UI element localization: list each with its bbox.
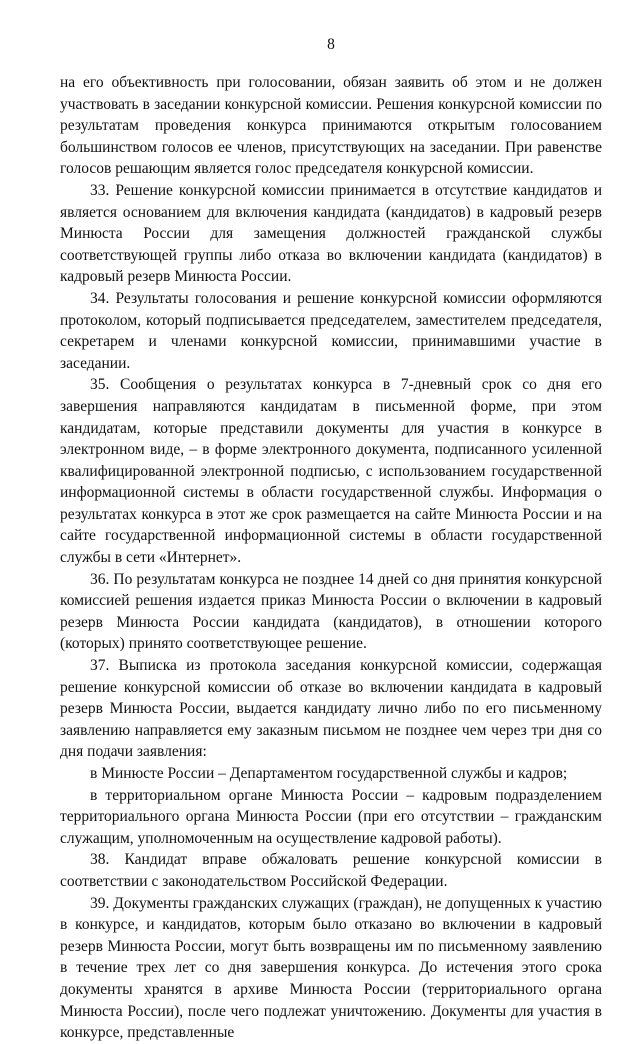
paragraph-37-item-1: в Минюсте России – Департаментом государственной службы и кадров;: [90, 765, 568, 782]
paragraph-39: 39. Документы гражданских служащих (граждан), не допущенных к участию в конкурсе, и кандидатов, которым было отказано во включении в кадровый резерв Минюста России, могут быть возвращены им по письменному заявлению в течение трех лет со дня завершения конкурса. До истечения этого срока документы хранятся в архиве Минюста России (территориального органа Минюста России), после чего подлежат уничтожению. Документы для участия в конкурсе, представленные: [60, 894, 602, 1042]
paragraph-38: 38. Кандидат вправе обжаловать решение конкурсной комиссии в соответствии с законодательством Российской Федерации.: [60, 851, 602, 890]
paragraph-35: 35. Сообщения о результатах конкурса в 7-дневный срок со дня его завершения направляются кандидатам в письменной форме, при этом кандидатам, которые представили документы для участия в конкурсе в электронном виде, – в форме электронного документа, подписанного усиленной квалифицированной электронной подписью, с использованием государственной информационной системы в области государственной службы. Информация о результатах конкурса в этот же срок размещается на сайте Минюста России и на сайте государственной информационной системы в области государственной службы в сети «Интернет».: [60, 376, 602, 567]
paragraph-34: 34. Результаты голосования и решение конкурсной комиссии оформляются протоколом, который подписывается председателем, заместителем председателя, секретарем и членами конкурсной комиссии, принимавшими участие в заседании.: [60, 289, 602, 372]
paragraph-33: 33. Решение конкурсной комиссии принимается в отсутствие кандидатов и является основанием для включения кандидата (кандидатов) в кадровый резерв Минюста России для замещения должностей гражданской службы соответствующей группы либо отказа во включении кандидата (кандидатов) в кадровый резерв Минюста России.: [60, 181, 602, 286]
paragraph-37: 37. Выписка из протокола заседания конкурсной комиссии, содержащая решение конкурсной комиссии об отказе во включении кандидата в кадровый резерв Минюста России, выдается кандидату лично либо по его письменному заявлению направляется ему заказным письмом не позднее чем через три дня со дня подачи заявления:: [60, 657, 602, 761]
paragraph-continuation: на его объективность при голосовании, обязан заявить об этом и не должен участвовать в заседании конкурсной комиссии. Решения конкурсной комиссии по результатам проведения конкурса принимаются открытым голосованием большинством голосов ее членов, присутствующих на заседании. При равенстве голосов решающим является голос председателя конкурсной комиссии.: [60, 74, 602, 178]
page-number: 8: [327, 36, 335, 53]
paragraph-37-item-2: в территориальном органе Минюста России – кадровым подразделением территориального органа Минюста России (при его отсутствии – гражданским служащим, уполномоченным на осуществление кадровой работы).: [60, 786, 602, 847]
document-body: [60, 72, 602, 1044]
paragraph-36: 36. По результатам конкурса не позднее 14 дней со дня принятия конкурсной комиссией решения издается приказ Минюста России о включении в кадровый резерв Минюста России кандидата (кандидатов), в отношении которого (которых) принято соответствующее решение.: [60, 570, 602, 653]
